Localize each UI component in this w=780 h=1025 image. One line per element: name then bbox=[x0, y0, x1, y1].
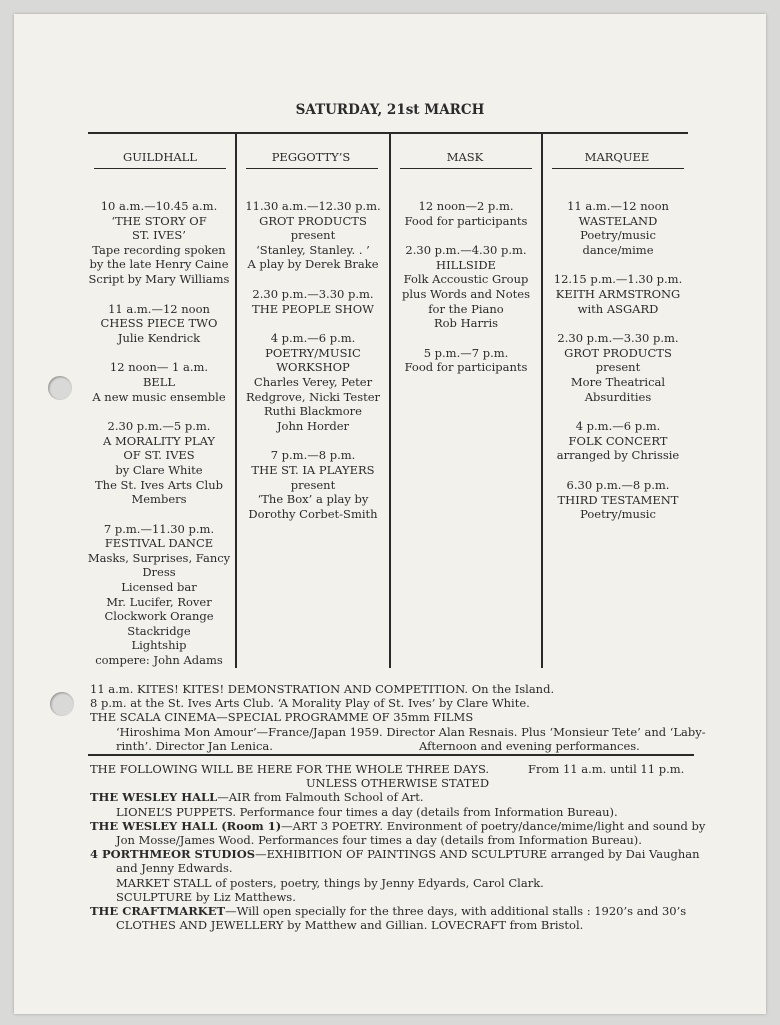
wesley-room-desc: —ART 3 POETRY. Environment of poetry/dance/mime/light and sound by bbox=[281, 818, 706, 833]
event-line: present bbox=[290, 228, 336, 243]
event-time: 11 a.m.—12 noon bbox=[567, 199, 669, 213]
craftmarket-desc: —Will open specially for the three days, with additional stalls : 1920’s and 30’s bbox=[225, 904, 687, 919]
punch-hole-top bbox=[48, 376, 72, 400]
event-line: FOLK CONCERT bbox=[568, 433, 668, 448]
three-days-hours: From 11 a.m. until 11 p.m. bbox=[528, 762, 685, 776]
event-line: Ruthi Blackmore bbox=[264, 404, 362, 419]
event-line: compere: John Adams bbox=[95, 653, 223, 668]
event-line: FESTIVAL DANCE bbox=[104, 536, 214, 551]
morality-play-line: 8 p.m. at the St. Ives Arts Club. ‘A Morality Play of St. Ives’ by Clare White. bbox=[90, 696, 530, 711]
event-time: 12.15 p.m.—1.30 p.m. bbox=[553, 272, 683, 287]
event-line: Dorothy Corbet-Smith bbox=[248, 506, 378, 521]
event-line: arranged by Chrissie bbox=[556, 448, 680, 463]
event-time: 7 p.m.—8 p.m. bbox=[270, 448, 356, 463]
event-line: Members bbox=[131, 492, 187, 507]
event-line: GROT PRODUCTS bbox=[259, 213, 367, 228]
heading-underline-mask bbox=[400, 168, 532, 169]
event-block bbox=[543, 419, 693, 463]
event-time: 2.30 p.m.—3.30 p.m. bbox=[557, 331, 679, 346]
wesley-room-line bbox=[90, 819, 705, 833]
event-line: Julie Kendrick bbox=[117, 330, 201, 345]
event-line: CHESS PIECE TWO bbox=[100, 316, 218, 331]
scala-cinema-line: THE SCALA CINEMA—SPECIAL PROGRAMME OF 35mm FILMS bbox=[90, 710, 474, 725]
event-block bbox=[84, 302, 234, 346]
extras-section bbox=[90, 682, 705, 753]
event-block bbox=[84, 199, 234, 287]
event-time: 2.30 p.m.—3.30 p.m. bbox=[252, 286, 374, 301]
event-block bbox=[543, 331, 693, 404]
kites-line: 11 a.m. KITES! KITES! DEMONSTRATION AND COMPETITION. On the Island. bbox=[90, 682, 555, 696]
event-line: Masks, Surprises, Fancy bbox=[87, 550, 231, 565]
event-line: Clockwork Orange bbox=[104, 609, 214, 624]
event-time: 11.30 a.m.—12.30 p.m. bbox=[245, 199, 381, 213]
event-block bbox=[84, 522, 234, 668]
wesley-room-line-2: Jon Mosse/James Wood. Performances four times a day (details from Information Bureau). bbox=[116, 833, 642, 848]
section-rule bbox=[88, 754, 694, 756]
event-block bbox=[543, 478, 693, 522]
event-line: Poetry/music bbox=[580, 228, 656, 243]
puppets-line: LIONEL’S PUPPETS. Performance four times a day (details from Information Bureau). bbox=[116, 804, 618, 819]
page-title: SATURDAY, 21st MARCH bbox=[295, 102, 485, 118]
event-time: 12 noon—2 p.m. bbox=[418, 199, 514, 213]
wesley-hall-name: THE WESLEY HALL bbox=[90, 790, 218, 805]
heading-underline-guildhall bbox=[94, 168, 226, 169]
event-line: GROT PRODUCTS bbox=[564, 345, 672, 360]
event-block bbox=[84, 360, 234, 404]
event-block bbox=[391, 243, 541, 331]
event-line: Food for participants bbox=[404, 213, 528, 228]
column-heading-mask: MASK bbox=[446, 150, 484, 164]
event-line: ST. IVES’ bbox=[132, 228, 186, 243]
event-line: BELL bbox=[142, 374, 176, 389]
column-peggottys bbox=[238, 199, 388, 536]
event-line: dance/mime bbox=[582, 242, 654, 257]
event-line: ‘Stanley, Stanley. . ’ bbox=[256, 242, 370, 257]
event-block bbox=[543, 272, 693, 316]
event-line: WASTELAND bbox=[578, 213, 658, 228]
event-line: Charles Verey, Peter bbox=[253, 374, 373, 389]
event-line: ‘THE STORY OF bbox=[111, 213, 207, 228]
column-guildhall bbox=[84, 199, 234, 683]
wesley-room-name: THE WESLEY HALL (Room 1) bbox=[90, 818, 282, 833]
event-line: Absurdities bbox=[584, 389, 652, 404]
event-time: 5 p.m.—7 p.m. bbox=[423, 345, 509, 360]
column-marquee bbox=[543, 199, 693, 537]
event-line: by Clare White bbox=[115, 462, 203, 477]
event-block bbox=[543, 199, 693, 257]
market-stall-line: MARKET STALL of posters, poetry, things by Jenny Edyards, Carol Clark. bbox=[116, 875, 544, 890]
event-line: A new music ensemble bbox=[92, 389, 226, 404]
event-line: Redgrove, Nicki Tester bbox=[245, 389, 381, 404]
event-block bbox=[238, 448, 388, 521]
event-line: ‘The Box’ a play by bbox=[257, 492, 369, 507]
event-line: KEITH ARMSTRONG bbox=[555, 286, 681, 301]
three-days-heading-text: THE FOLLOWING WILL BE HERE FOR THE WHOLE THREE DAYS. bbox=[90, 762, 490, 776]
event-line: with ASGARD bbox=[577, 301, 659, 316]
craftmarket-line bbox=[90, 904, 705, 918]
event-block bbox=[391, 199, 541, 228]
programme-page bbox=[14, 14, 766, 1014]
film-director: rinth’. Director Jan Lenica. bbox=[116, 738, 273, 753]
event-line: Script by Mary Williams bbox=[88, 271, 230, 286]
event-line: POETRY/MUSIC bbox=[265, 345, 361, 360]
event-line: More Theatrical bbox=[570, 374, 666, 389]
film-line-1: ‘Hiroshima Mon Amour’—France/Japan 1959. Director Alan Resnais. Plus ‘Monsieur Tete’ and ‘Laby- bbox=[116, 724, 706, 739]
craftmarket-line-2: CLOTHES AND JEWELLERY by Matthew and Gillian. LOVECRAFT from Bristol. bbox=[116, 918, 584, 933]
event-line: HILLSIDE bbox=[436, 257, 496, 272]
event-block bbox=[84, 419, 234, 507]
event-block bbox=[238, 199, 388, 272]
event-time: 4 p.m.—6 p.m. bbox=[575, 419, 661, 434]
event-line: John Horder bbox=[276, 418, 350, 433]
event-line: THE ST. IA PLAYERS bbox=[251, 462, 375, 477]
event-line: Rob Harris bbox=[433, 316, 499, 331]
event-time: 2.30 p.m.—4.30 p.m. bbox=[405, 243, 527, 258]
event-line: plus Words and Notes bbox=[402, 286, 530, 301]
column-heading-marquee: MARQUEE bbox=[584, 150, 650, 164]
column-heading-guildhall: GUILDHALL bbox=[123, 150, 197, 164]
event-line: OF ST. IVES bbox=[123, 448, 195, 463]
punch-hole-bottom bbox=[50, 692, 74, 716]
porthmeor-name: 4 PORTHMEOR STUDIOS bbox=[90, 847, 256, 862]
event-time: 10 a.m.—10.45 a.m. bbox=[100, 199, 218, 213]
column-divider-1 bbox=[235, 132, 237, 668]
event-line: Lightship bbox=[131, 638, 187, 653]
event-line: present bbox=[290, 477, 336, 492]
porthmeor-line bbox=[90, 847, 705, 861]
event-block bbox=[391, 346, 541, 375]
event-line: Stackridge bbox=[127, 623, 191, 638]
column-mask bbox=[391, 199, 541, 390]
event-block bbox=[238, 331, 388, 433]
three-days-section bbox=[90, 762, 705, 932]
porthmeor-line-2: and Jenny Edwards. bbox=[116, 861, 233, 876]
event-line: present bbox=[595, 360, 641, 375]
event-line: by the late Henry Caine bbox=[89, 257, 229, 272]
event-time: 11 a.m.—12 noon bbox=[108, 301, 210, 316]
event-block bbox=[238, 287, 388, 316]
event-time: 7 p.m.—11.30 p.m. bbox=[103, 521, 215, 536]
event-time: 12 noon— 1 a.m. bbox=[109, 360, 209, 375]
event-time: 6.30 p.m.—8 p.m. bbox=[566, 477, 670, 492]
wesley-hall-line bbox=[90, 790, 705, 804]
column-heading-peggottys: PEGGOTTY’S bbox=[271, 150, 351, 164]
event-line: Folk Accoustic Group bbox=[403, 272, 529, 287]
craftmarket-name: THE CRAFTMARKET bbox=[90, 904, 226, 919]
event-line: Dress bbox=[142, 565, 176, 580]
three-days-heading bbox=[90, 762, 705, 776]
unless-otherwise-stated: UNLESS OTHERWISE STATED bbox=[305, 776, 490, 791]
event-time: 2.30 p.m.—5 p.m. bbox=[107, 419, 211, 434]
wesley-hall-desc: —AIR from Falmouth School of Art. bbox=[217, 790, 424, 805]
event-line: THIRD TESTAMENT bbox=[557, 492, 679, 507]
event-line: The St. Ives Arts Club bbox=[95, 477, 223, 492]
event-line: THE PEOPLE SHOW bbox=[252, 301, 374, 316]
porthmeor-desc: —EXHIBITION OF PAINTINGS AND SCULPTURE arranged by Dai Vaughan bbox=[255, 847, 700, 862]
event-line: Poetry/music bbox=[580, 507, 656, 522]
event-line: WORKSHOP bbox=[276, 360, 350, 375]
heading-underline-peggottys bbox=[246, 168, 378, 169]
sculpture-line: SCULPTURE by Liz Matthews. bbox=[116, 889, 296, 904]
event-line: Food for participants bbox=[404, 360, 528, 375]
event-line: A MORALITY PLAY bbox=[102, 433, 216, 448]
heading-underline-marquee bbox=[552, 168, 684, 169]
event-line: for the Piano bbox=[428, 301, 504, 316]
event-line: Tape recording spoken bbox=[92, 242, 226, 257]
top-rule bbox=[88, 132, 688, 134]
film-line-2 bbox=[90, 739, 705, 753]
event-time: 4 p.m.—6 p.m. bbox=[270, 331, 356, 346]
event-line: A play by Derek Brake bbox=[247, 257, 379, 272]
event-line: Mr. Lucifer, Rover bbox=[106, 594, 212, 609]
event-line: Licensed bar bbox=[121, 580, 197, 595]
performances-note: Afternoon and evening performances. bbox=[419, 738, 640, 753]
